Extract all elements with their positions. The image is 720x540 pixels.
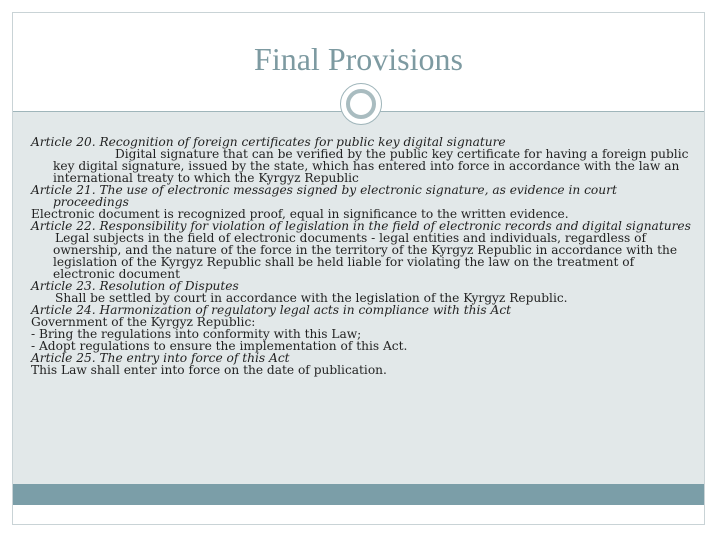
body-line: This Law shall enter into force on the date of publication. <box>31 363 387 377</box>
body-line: - Bring the regulations into conformity with this Law; <box>31 327 362 341</box>
body-line: Article 21. The use of electronic messages signed by electronic signature, as evidence in court proceedings <box>31 183 617 209</box>
slide-title: Final Provisions <box>254 41 463 77</box>
body-line: Digital signature that can be verified by the public key certificate for having a foreign public key digital signature, issued by the state, which has entered into force in accordance with the law an international treaty to which the Kyrgyz Republic <box>53 147 689 185</box>
content-area <box>13 112 704 505</box>
body-line: Legal subjects in the field of electronic documents - legal entities and individuals, regardless of ownership, and the nature of the force in the territory of the Kyrgyz Republic in accordance with the legislation of the Kyrgyz Republic shall be held liable for violating the law on the treatment of electronic document <box>53 231 678 281</box>
circle-ornament-inner <box>346 89 376 119</box>
slide-body <box>31 136 691 376</box>
body-line: Article 25. The entry into force of this Act <box>31 351 290 365</box>
body-line: - Adopt regulations to ensure the implementation of this Act. <box>31 339 408 353</box>
body-line: Government of the Kyrgyz Republic: <box>31 315 256 329</box>
body-line: Article 22. Responsibility for violation of legislation in the field of electronic records and digital signatures <box>31 219 691 233</box>
body-line: Article 23. Resolution of Disputes <box>31 279 239 293</box>
slide-frame <box>12 12 705 525</box>
body-line: Article 20. Recognition of foreign certificates for public key digital signature <box>31 135 506 149</box>
body-line: Electronic document is recognized proof, equal in significance to the written evidence. <box>31 207 569 221</box>
circle-ornament-icon <box>340 83 382 125</box>
body-line: Shall be settled by court in accordance with the legislation of the Kyrgyz Republic. <box>55 291 568 305</box>
footer-bar <box>13 484 704 505</box>
body-line: Article 24. Harmonization of regulatory legal acts in compliance with this Act <box>31 303 512 317</box>
